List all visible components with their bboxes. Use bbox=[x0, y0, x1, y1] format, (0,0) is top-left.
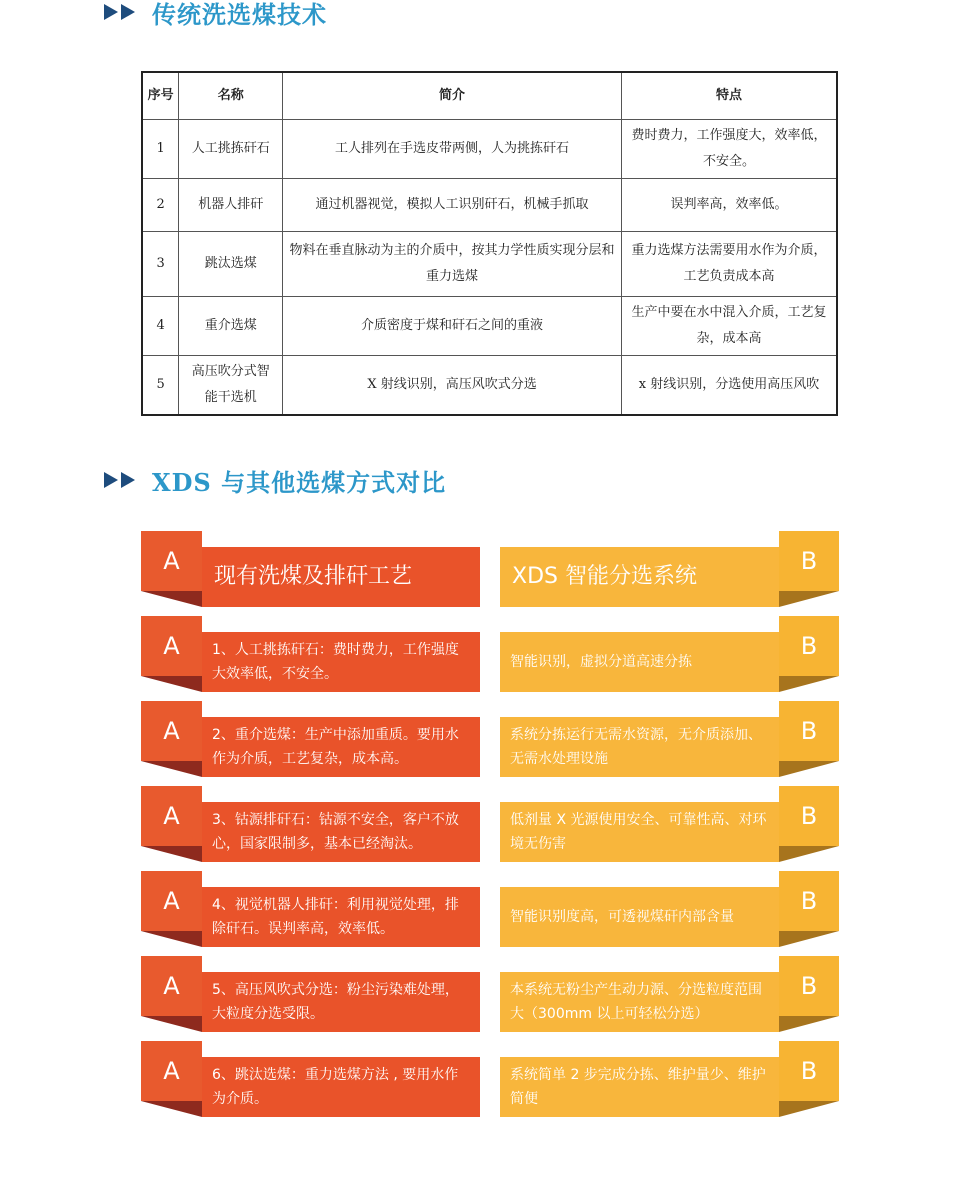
cell-desc: 工人排列在手选皮带两侧，人为挑拣矸石 bbox=[283, 120, 622, 179]
header-desc: 简介 bbox=[283, 72, 622, 120]
tab-a-badge: A bbox=[141, 616, 202, 676]
cell-feature: 误判率高，效率低。 bbox=[622, 179, 837, 232]
cell-no: 4 bbox=[142, 297, 179, 356]
comparison-row bbox=[141, 701, 839, 777]
ribbon-fold bbox=[141, 1016, 202, 1032]
ribbon-fold bbox=[779, 846, 839, 862]
xds-advantage-item: 智能识别，虚拟分道高速分拣 bbox=[500, 632, 779, 692]
tab-b-badge: B bbox=[779, 956, 839, 1016]
xds-advantage-item: 系统分拣运行无需水资源，无介质添加、无需水处理设施 bbox=[500, 717, 779, 777]
tab-b-badge: B bbox=[779, 531, 839, 591]
ribbon-fold bbox=[779, 761, 839, 777]
cell-name: 高压吹分式智能干选机 bbox=[179, 356, 283, 416]
ribbon-fold bbox=[779, 1101, 839, 1117]
cell-no: 2 bbox=[142, 179, 179, 232]
xds-advantage-item: 低剂量 X 光源使用安全、可靠性高、对环境无伤害 bbox=[500, 802, 779, 862]
section-title: 传统洗选煤技术 bbox=[152, 0, 327, 29]
xds-advantage-item: 本系统无粉尘产生动力源、分选粒度范围大（300mm 以上可轻松分选） bbox=[500, 972, 779, 1032]
existing-process-item: 6、跳汰选煤：重力选煤方法 , 要用水作为介质。 bbox=[202, 1057, 480, 1117]
ribbon-fold bbox=[779, 931, 839, 947]
ribbon-fold bbox=[141, 846, 202, 862]
cell-no: 1 bbox=[142, 120, 179, 179]
existing-process-title: 现有洗煤及排矸工艺 bbox=[202, 547, 480, 607]
existing-process-item: 3、钴源排矸石：钴源不安全，客户不放心，国家限制多，基本已经淘汰。 bbox=[202, 802, 480, 862]
tab-b-badge: B bbox=[779, 1041, 839, 1101]
tab-a-badge: A bbox=[141, 531, 202, 591]
traditional-tech-table bbox=[141, 71, 838, 416]
cell-no: 5 bbox=[142, 356, 179, 416]
cell-name: 跳汰选煤 bbox=[179, 232, 283, 297]
cell-desc: X 射线识别，高压风吹式分选 bbox=[283, 356, 622, 416]
existing-process-item: 1、人工挑拣矸石：费时费力，工作强度大效率低，不安全。 bbox=[202, 632, 480, 692]
cell-feature: 费时费力，工作强度大，效率低，不安全。 bbox=[622, 120, 837, 179]
xds-advantage-item: 系统简单 2 步完成分拣、维护量少、维护简便 bbox=[500, 1057, 779, 1117]
comparison-row bbox=[141, 616, 839, 692]
tab-b-badge: B bbox=[779, 871, 839, 931]
tab-a-badge: A bbox=[141, 956, 202, 1016]
double-arrow-icon bbox=[104, 472, 138, 488]
section-heading-traditional bbox=[104, 0, 327, 28]
table-row bbox=[142, 297, 837, 356]
existing-process-item: 5、高压风吹式分选：粉尘污染难处理，大粒度分选受限。 bbox=[202, 972, 480, 1032]
ribbon-fold bbox=[141, 761, 202, 777]
ribbon-fold bbox=[141, 931, 202, 947]
ribbon-fold bbox=[141, 1101, 202, 1117]
ribbon-fold bbox=[779, 676, 839, 692]
tab-a-badge: A bbox=[141, 871, 202, 931]
cell-desc: 物料在垂直脉动为主的介质中，按其力学性质实现分层和重力选煤 bbox=[283, 232, 622, 297]
existing-process-item: 2、重介选煤：生产中添加重质。要用水作为介质，工艺复杂，成本高。 bbox=[202, 717, 480, 777]
tab-b-badge: B bbox=[779, 616, 839, 676]
table-header-row bbox=[142, 72, 837, 120]
ribbon-fold bbox=[141, 591, 202, 607]
tab-a-badge: A bbox=[141, 701, 202, 761]
section-title: XDS 与其他选煤方式对比 bbox=[152, 467, 447, 497]
table-row bbox=[142, 356, 837, 416]
cell-feature: 重力选煤方法需要用水作为介质，工艺负责成本高 bbox=[622, 232, 837, 297]
table-row bbox=[142, 120, 837, 179]
cell-feature: x 射线识别，分选使用高压风吹 bbox=[622, 356, 837, 416]
comparison-header-row bbox=[141, 531, 839, 607]
ribbon-fold bbox=[779, 1016, 839, 1032]
comparison-row bbox=[141, 956, 839, 1032]
tab-a-badge: A bbox=[141, 1041, 202, 1101]
cell-no: 3 bbox=[142, 232, 179, 297]
double-arrow-icon bbox=[104, 4, 138, 20]
cell-name: 重介选煤 bbox=[179, 297, 283, 356]
ribbon-fold bbox=[141, 676, 202, 692]
header-no: 序号 bbox=[142, 72, 179, 120]
comparison-row bbox=[141, 786, 839, 862]
header-name: 名称 bbox=[179, 72, 283, 120]
tab-b-badge: B bbox=[779, 786, 839, 846]
cell-name: 机器人排矸 bbox=[179, 179, 283, 232]
tab-a-badge: A bbox=[141, 786, 202, 846]
existing-process-item: 4、视觉机器人排矸：利用视觉处理，排除矸石。误判率高，效率低。 bbox=[202, 887, 480, 947]
cell-name: 人工挑拣矸石 bbox=[179, 120, 283, 179]
header-feature: 特点 bbox=[622, 72, 837, 120]
xds-advantage-item: 智能识别度高，可透视煤矸内部含量 bbox=[500, 887, 779, 947]
cell-feature: 生产中要在水中混入介质，工艺复杂，成本高 bbox=[622, 297, 837, 356]
cell-desc: 通过机器视觉，模拟人工识别矸石，机械手抓取 bbox=[283, 179, 622, 232]
ribbon-fold bbox=[779, 591, 839, 607]
comparison-row bbox=[141, 871, 839, 947]
xds-system-title: XDS 智能分选系统 bbox=[500, 547, 779, 607]
comparison-row bbox=[141, 1041, 839, 1117]
tab-b-badge: B bbox=[779, 701, 839, 761]
table-row bbox=[142, 232, 837, 297]
table-row bbox=[142, 179, 837, 232]
section-heading-comparison bbox=[104, 464, 446, 496]
cell-desc: 介质密度于煤和矸石之间的重液 bbox=[283, 297, 622, 356]
